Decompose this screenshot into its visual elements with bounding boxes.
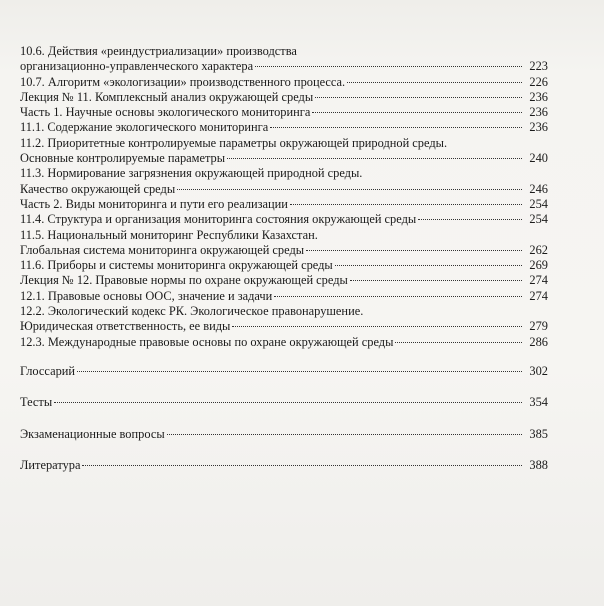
toc-entry-title: Часть 2. Виды мониторинга и пути его реализации: [20, 196, 288, 211]
toc-entry: [20, 395, 548, 410]
toc-entry-title: 12.1. Правовые основы ООС, значение и задачи: [20, 288, 273, 303]
toc-page-number: 286: [529, 334, 548, 349]
dot-leader: [270, 126, 522, 128]
toc-entry-title: Литература: [20, 457, 81, 472]
dot-leader: [306, 249, 522, 251]
toc-entry: [20, 136, 548, 167]
toc-entry: [20, 228, 548, 259]
dot-leader: [77, 370, 522, 372]
toc-entry-line: [20, 166, 548, 181]
dot-leader: [350, 279, 522, 281]
toc-entry-line: [20, 44, 548, 59]
dot-leader: [274, 295, 522, 297]
toc-entry-title: 11.3. Нормирование загрязнения окружающей природной среды.: [20, 166, 363, 181]
toc-page-number: 274: [529, 273, 548, 288]
toc-entry: [20, 458, 548, 473]
toc-entry: [20, 427, 548, 442]
toc-page-number: 274: [529, 288, 548, 303]
toc-entry: [20, 120, 548, 135]
toc-entry: [20, 44, 548, 75]
toc-entry-title: 11.2. Приоритетные контролируемые параметры окружающей природной среды.: [20, 135, 448, 150]
toc-entry-title: Лекция № 11. Комплексный анализ окружающей среды: [20, 89, 314, 104]
toc-entry-line: [20, 182, 548, 197]
toc-entry-line: [20, 75, 548, 90]
dot-leader: [315, 96, 522, 98]
toc-entry-line: [20, 197, 548, 212]
toc-entry-line: [20, 243, 548, 258]
dot-leader: [347, 81, 522, 83]
toc-entry: [20, 75, 548, 90]
dot-leader: [54, 401, 522, 403]
toc-entry-title: Юридическая ответственность, ее виды: [20, 319, 231, 334]
toc-entry-title: Глоссарий: [20, 363, 76, 378]
toc-entry-title: 11.6. Приборы и системы мониторинга окружающей среды: [20, 258, 333, 273]
toc-entry: [20, 335, 548, 350]
toc-entry-line: [20, 395, 548, 410]
toc-entry: [20, 304, 548, 335]
dot-leader: [290, 203, 522, 205]
toc-entry-line: [20, 120, 548, 135]
toc-page-number: 236: [529, 89, 548, 104]
dot-leader: [82, 464, 522, 466]
toc-entry-line: [20, 289, 548, 304]
toc-entry: [20, 258, 548, 273]
toc-page-number: 236: [529, 120, 548, 135]
table-of-contents: [20, 44, 548, 473]
dot-leader: [255, 65, 522, 67]
toc-page-number: 240: [529, 151, 548, 166]
toc-entry-title: Тесты: [20, 395, 53, 410]
toc-entry-title: Качество окружающей среды: [20, 181, 176, 196]
dot-leader: [395, 341, 522, 343]
toc-entry: [20, 364, 548, 379]
toc-entry-title: 11.5. Национальный мониторинг Республики Казахстан.: [20, 227, 318, 242]
spacer: [20, 379, 548, 395]
spacer: [20, 350, 548, 364]
toc-entry-line: [20, 319, 548, 334]
toc-entry-title: 11.4. Структура и организация мониторинга состояния окружающей среды: [20, 212, 417, 227]
toc-page-number: 246: [529, 181, 548, 196]
dot-leader: [177, 188, 522, 190]
toc-entry: [20, 166, 548, 197]
dot-leader: [418, 218, 522, 220]
toc-page-number: 269: [529, 258, 548, 273]
toc-entry-title: Лекция № 12. Правовые нормы по охране окружающей среды: [20, 273, 348, 288]
toc-entry-title: Экзаменационные вопросы: [20, 426, 165, 441]
toc-entry-line: [20, 304, 548, 319]
toc-page-number: 354: [529, 395, 548, 410]
toc-entry-line: [20, 59, 548, 74]
toc-entry-line: [20, 90, 548, 105]
toc-page-number: 302: [529, 363, 548, 378]
toc-entry-line: [20, 458, 548, 473]
toc-page-number: 388: [529, 457, 548, 472]
toc-entry-line: [20, 273, 548, 288]
toc-entry-title: 11.1. Содержание экологического мониторинга: [20, 120, 269, 135]
toc-entry-line: [20, 258, 548, 273]
toc-entry: [20, 212, 548, 227]
toc-page-number: 254: [529, 212, 548, 227]
toc-entry: [20, 90, 548, 105]
dot-leader: [232, 325, 522, 327]
toc-page-number: 223: [529, 59, 548, 74]
toc-entry: [20, 273, 548, 288]
toc-page-number: 236: [529, 105, 548, 120]
toc-entry-title: организационно-управленческого характера: [20, 59, 254, 74]
toc-entry-line: [20, 364, 548, 379]
toc-entry-title: 12.2. Экологический кодекс РК. Экологическое правонарушение.: [20, 304, 364, 319]
toc-entry-line: [20, 228, 548, 243]
toc-entry-line: [20, 136, 548, 151]
toc-page-number: 279: [529, 319, 548, 334]
toc-entry-title: Часть 1. Научные основы экологического мониторинга: [20, 105, 311, 120]
toc-entry-line: [20, 151, 548, 166]
spacer: [20, 442, 548, 458]
dot-leader: [312, 111, 522, 113]
dot-leader: [167, 433, 522, 435]
toc-entry: [20, 197, 548, 212]
toc-entry-title: 10.7. Алгоритм «экологизации» производственного процесса.: [20, 74, 346, 89]
toc-entry-line: [20, 212, 548, 227]
toc-entry-title: Глобальная система мониторинга окружающей среды: [20, 242, 305, 257]
dot-leader: [227, 157, 522, 159]
dot-leader: [335, 264, 522, 266]
toc-entry-title: Основные контролируемые параметры: [20, 151, 226, 166]
toc-page-number: 254: [529, 196, 548, 211]
toc-entry: [20, 289, 548, 304]
toc-entry-title: 12.3. Международные правовые основы по охране окружающей среды: [20, 334, 394, 349]
toc-page-number: 262: [529, 242, 548, 257]
toc-entry-title: 10.6. Действия «реиндустриализации» производства: [20, 44, 297, 58]
toc-entry-line: [20, 335, 548, 350]
spacer: [20, 411, 548, 427]
toc-entry-line: [20, 427, 548, 442]
toc-entry: [20, 105, 548, 120]
toc-entry-line: [20, 105, 548, 120]
toc-page-number: 226: [529, 74, 548, 89]
toc-page-number: 385: [529, 426, 548, 441]
